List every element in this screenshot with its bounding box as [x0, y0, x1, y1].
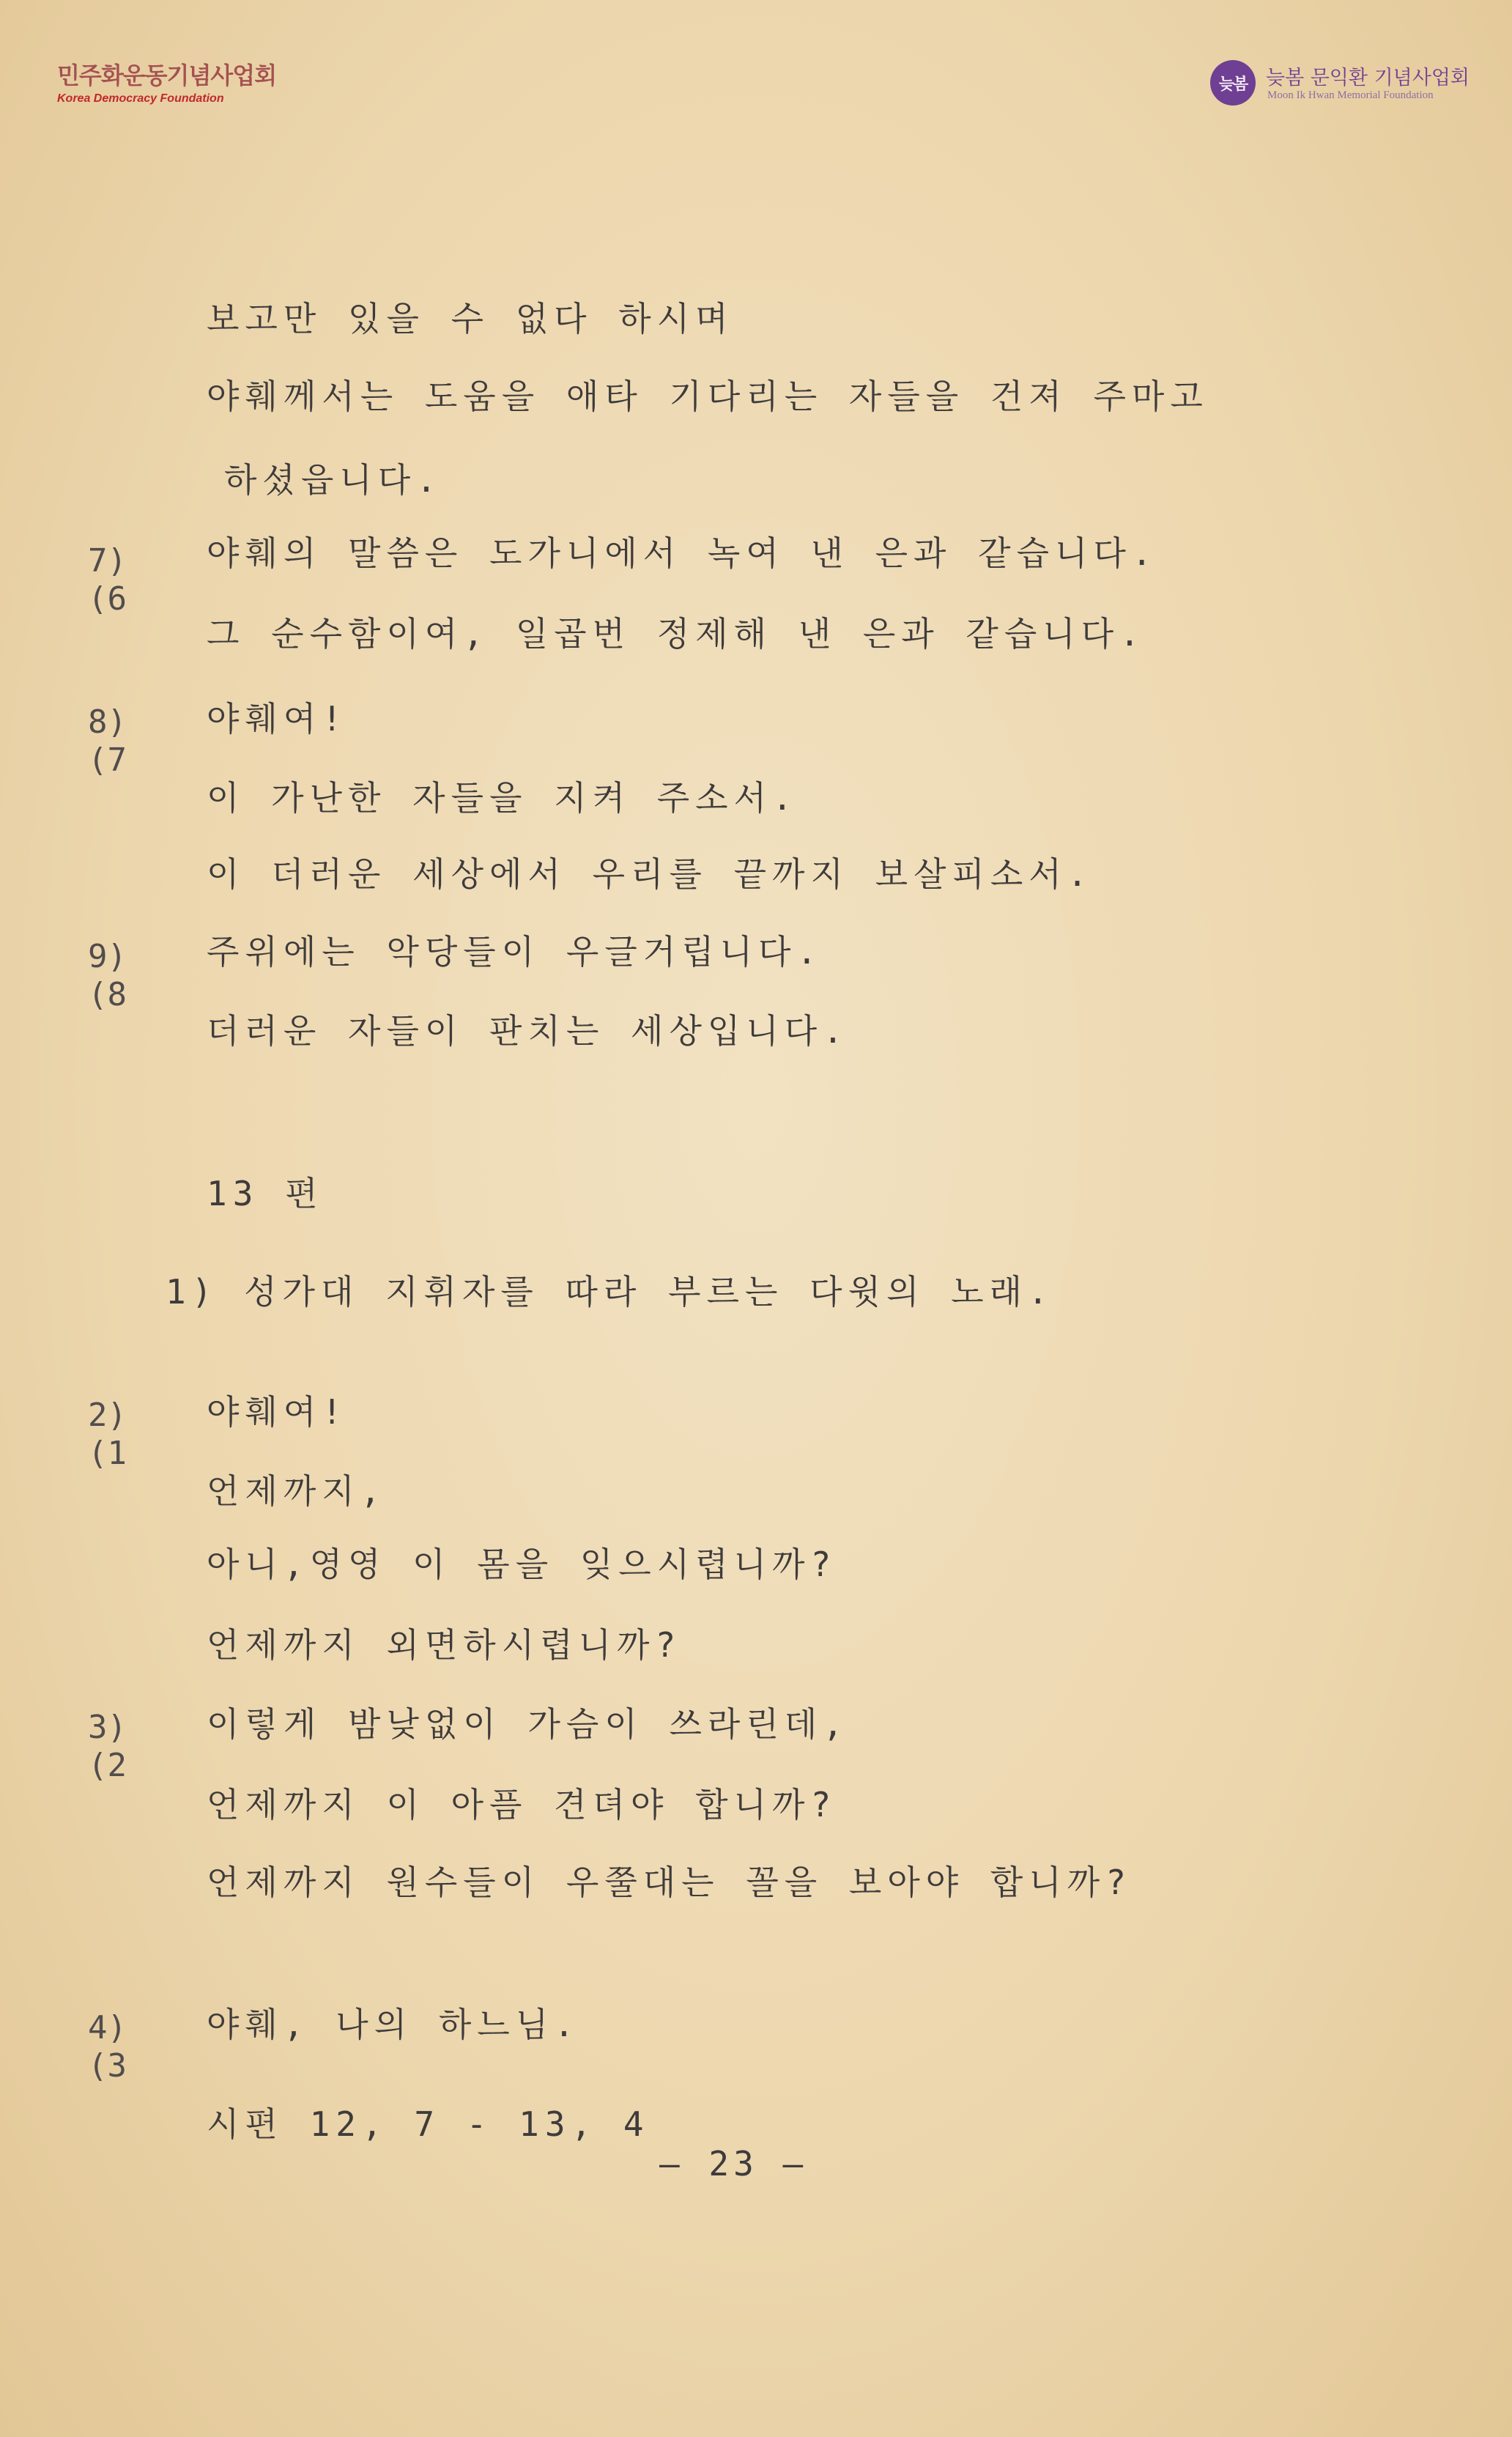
right-logo-english-text: Moon Ik Hwan Memorial Foundation — [1267, 89, 1434, 101]
text-line: 야훼께서는 도움을 애타 기다리는 자들을 건져 주마고 — [207, 377, 1209, 416]
text-line: 주위에는 악당들이 우글거립니다. — [207, 932, 823, 972]
verse-marker — [88, 1397, 127, 1473]
citation-line: 시편 12, 7 - 13, 4 — [207, 2104, 650, 2144]
text-line: 야훼여! — [207, 1392, 349, 1432]
text-line: 야훼의 말씀은 도가니에서 녹여 낸 은과 같습니다. — [207, 533, 1158, 573]
chapter-heading: 13 편 — [207, 1174, 324, 1213]
verse-marker-bottom: (8 — [88, 976, 127, 1013]
verse-marker-bottom: (7 — [88, 742, 127, 779]
verse-marker — [88, 542, 127, 618]
text-line: 이 가난한 자들을 지켜 주소서. — [207, 778, 798, 818]
verse-marker — [88, 1709, 127, 1785]
left-logo-korean-text: 민주화운동기념사업회 — [57, 62, 277, 89]
verse-marker-bottom: (3 — [88, 2047, 127, 2085]
text-line: 하셨읍니다. — [224, 460, 442, 500]
text-line: 아니,영영 이 몸을 잊으시렵니까? — [207, 1545, 837, 1584]
text-line: 언제까지 원수들이 우쭐대는 꼴을 보아야 합니까? — [207, 1863, 1132, 1902]
verse-marker — [88, 938, 127, 1014]
text-line: 언제까지 외면하시렵니까? — [207, 1625, 682, 1665]
text-line: 야훼여! — [207, 699, 349, 739]
right-logo-korean-text: 늦봄 문익환 기념사업회 — [1266, 67, 1470, 89]
text-line: 야훼, 나의 하느님. — [207, 2005, 580, 2044]
verse-marker — [88, 703, 127, 780]
verse-marker-top: 4) — [88, 2009, 127, 2046]
page-number: — 23 — — [659, 2144, 808, 2183]
verse-marker-bottom: (1 — [88, 1435, 127, 1472]
text-line: 언제까지, — [207, 1471, 387, 1511]
verse-marker — [88, 2009, 127, 2085]
text-line: 더러운 자들이 판치는 세상입니다. — [207, 1011, 849, 1051]
text-line: 1) 성가대 지휘자를 따라 부르는 다윗의 노래. — [166, 1272, 1054, 1312]
left-logo-english-text: Korea Democracy Foundation — [57, 92, 224, 105]
text-line: 그 순수함이여, 일곱번 정제해 낸 은과 같습니다. — [207, 614, 1146, 654]
text-line: 보고만 있을 수 없다 하시며 — [207, 299, 734, 339]
korea-democracy-foundation-logo — [57, 57, 277, 106]
moon-ik-hwan-foundation-logo — [1210, 59, 1470, 110]
verse-marker-top: 8) — [88, 703, 127, 741]
text-line: 언제까지 이 아픔 견뎌야 합니까? — [207, 1785, 837, 1824]
verse-marker-top: 2) — [88, 1397, 127, 1434]
verse-marker-top: 7) — [88, 542, 127, 580]
text-line: 이렇게 밤낮없이 가슴이 쓰라린데, — [207, 1704, 849, 1744]
verse-marker-top: 9) — [88, 938, 127, 975]
neutbom-seal-icon: 늦봄 — [1210, 60, 1256, 106]
text-line: 이 더러운 세상에서 우리를 끝까지 보살피소서. — [207, 854, 1094, 894]
verse-marker-top: 3) — [88, 1709, 127, 1746]
verse-marker-bottom: (6 — [88, 580, 127, 618]
verse-marker-bottom: (2 — [88, 1747, 127, 1784]
